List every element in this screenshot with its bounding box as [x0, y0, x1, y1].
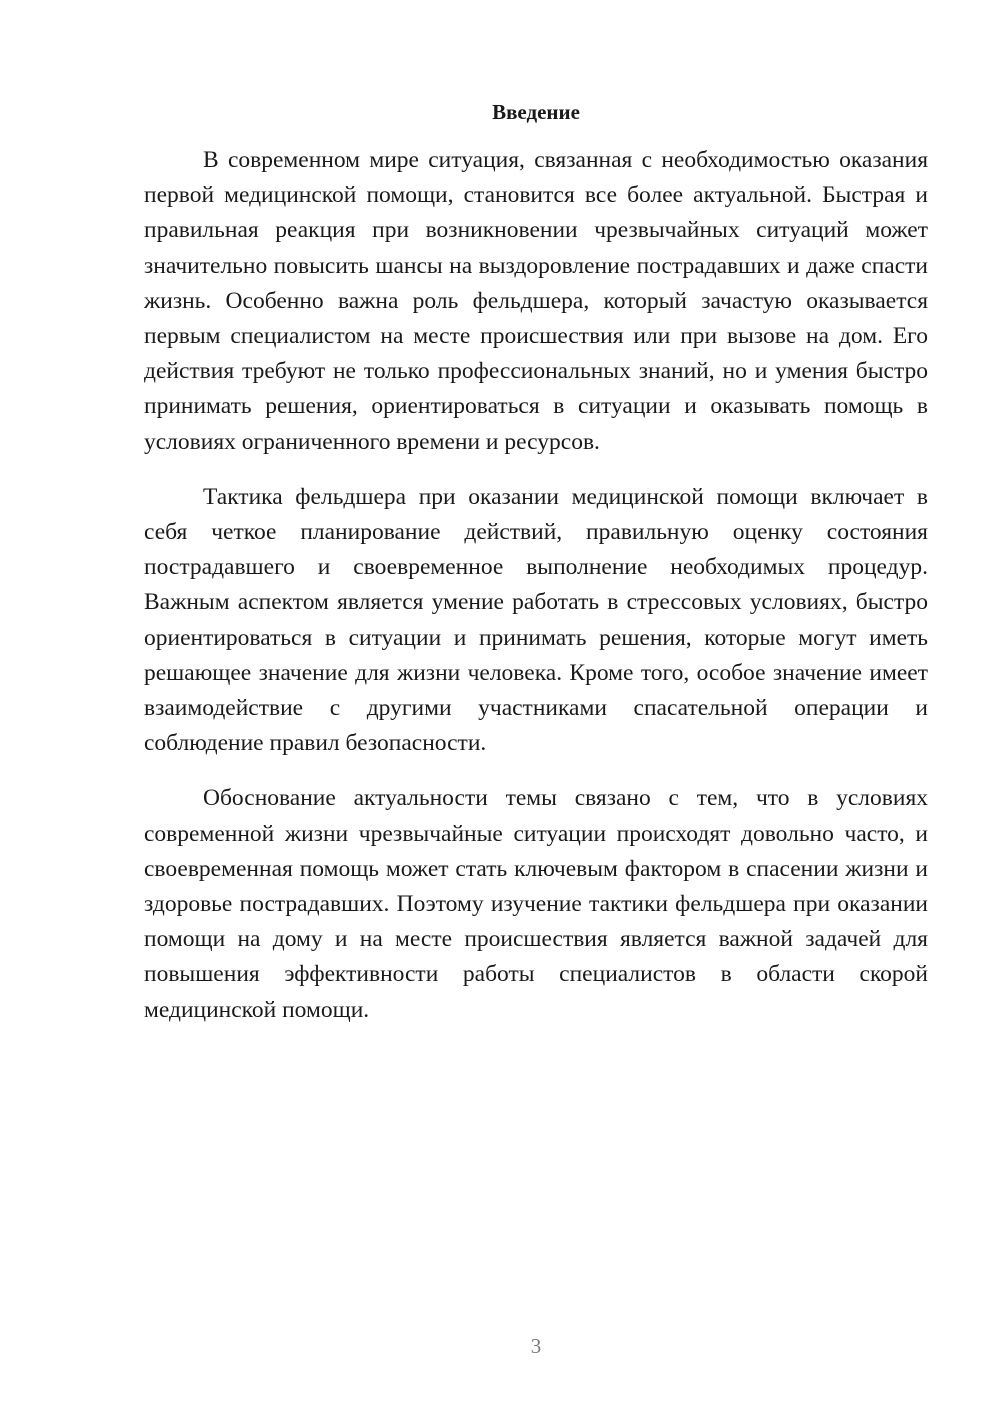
paragraph-1: В современном мире ситуация, связанная с необходимостью оказания первой медицинской помощи, становится все более актуальной. Быстрая и правильная реакция при возникновении чрезвычайных ситуаций может значительно повысить шансы на выздоровление пострадавших и даже спасти жизнь. Особенно важна роль фельдшера, который зачастую оказывается первым специалистом на месте происшествия или при вызове на дом. Его действия требуют не только профессиональных знаний, но и умения быстро принимать решения, ориентироваться в ситуации и оказывать помощь в условиях ограниченного времени и ресурсов. — [144, 147, 928, 455]
paragraph-3: Обоснование актуальности темы связано с тем, что в условиях современной жизни чрезвычайные ситуации происходят довольно часто, и своевременная помощь может стать ключевым фактором в спасении жизни и здоровье пострадавших. Поэтому изучение тактики фельдшера при оказании помощи на дому и на месте происшествия является важной задачей для повышения эффективности работы специалистов в области скорой медицинской помощи. — [144, 785, 928, 1023]
body-text — [144, 143, 928, 1028]
page-number: 3 — [530, 1334, 542, 1358]
paragraph-2: Тактика фельдшера при оказании медицинской помощи включает в себя четкое планирование действий, правильную оценку состояния пострадавшего и своевременное выполнение необходимых процедур. Важным аспектом является умение работать в стрессовых условиях, быстро ориентироваться в ситуации и принимать решения, которые могут иметь решающее значение для жизни человека. Кроме того, особое значение имеет взаимодействие с другими участниками спасательной операции и соблюдение правил безопасности. — [144, 483, 928, 757]
page-title: Введение — [492, 100, 580, 124]
